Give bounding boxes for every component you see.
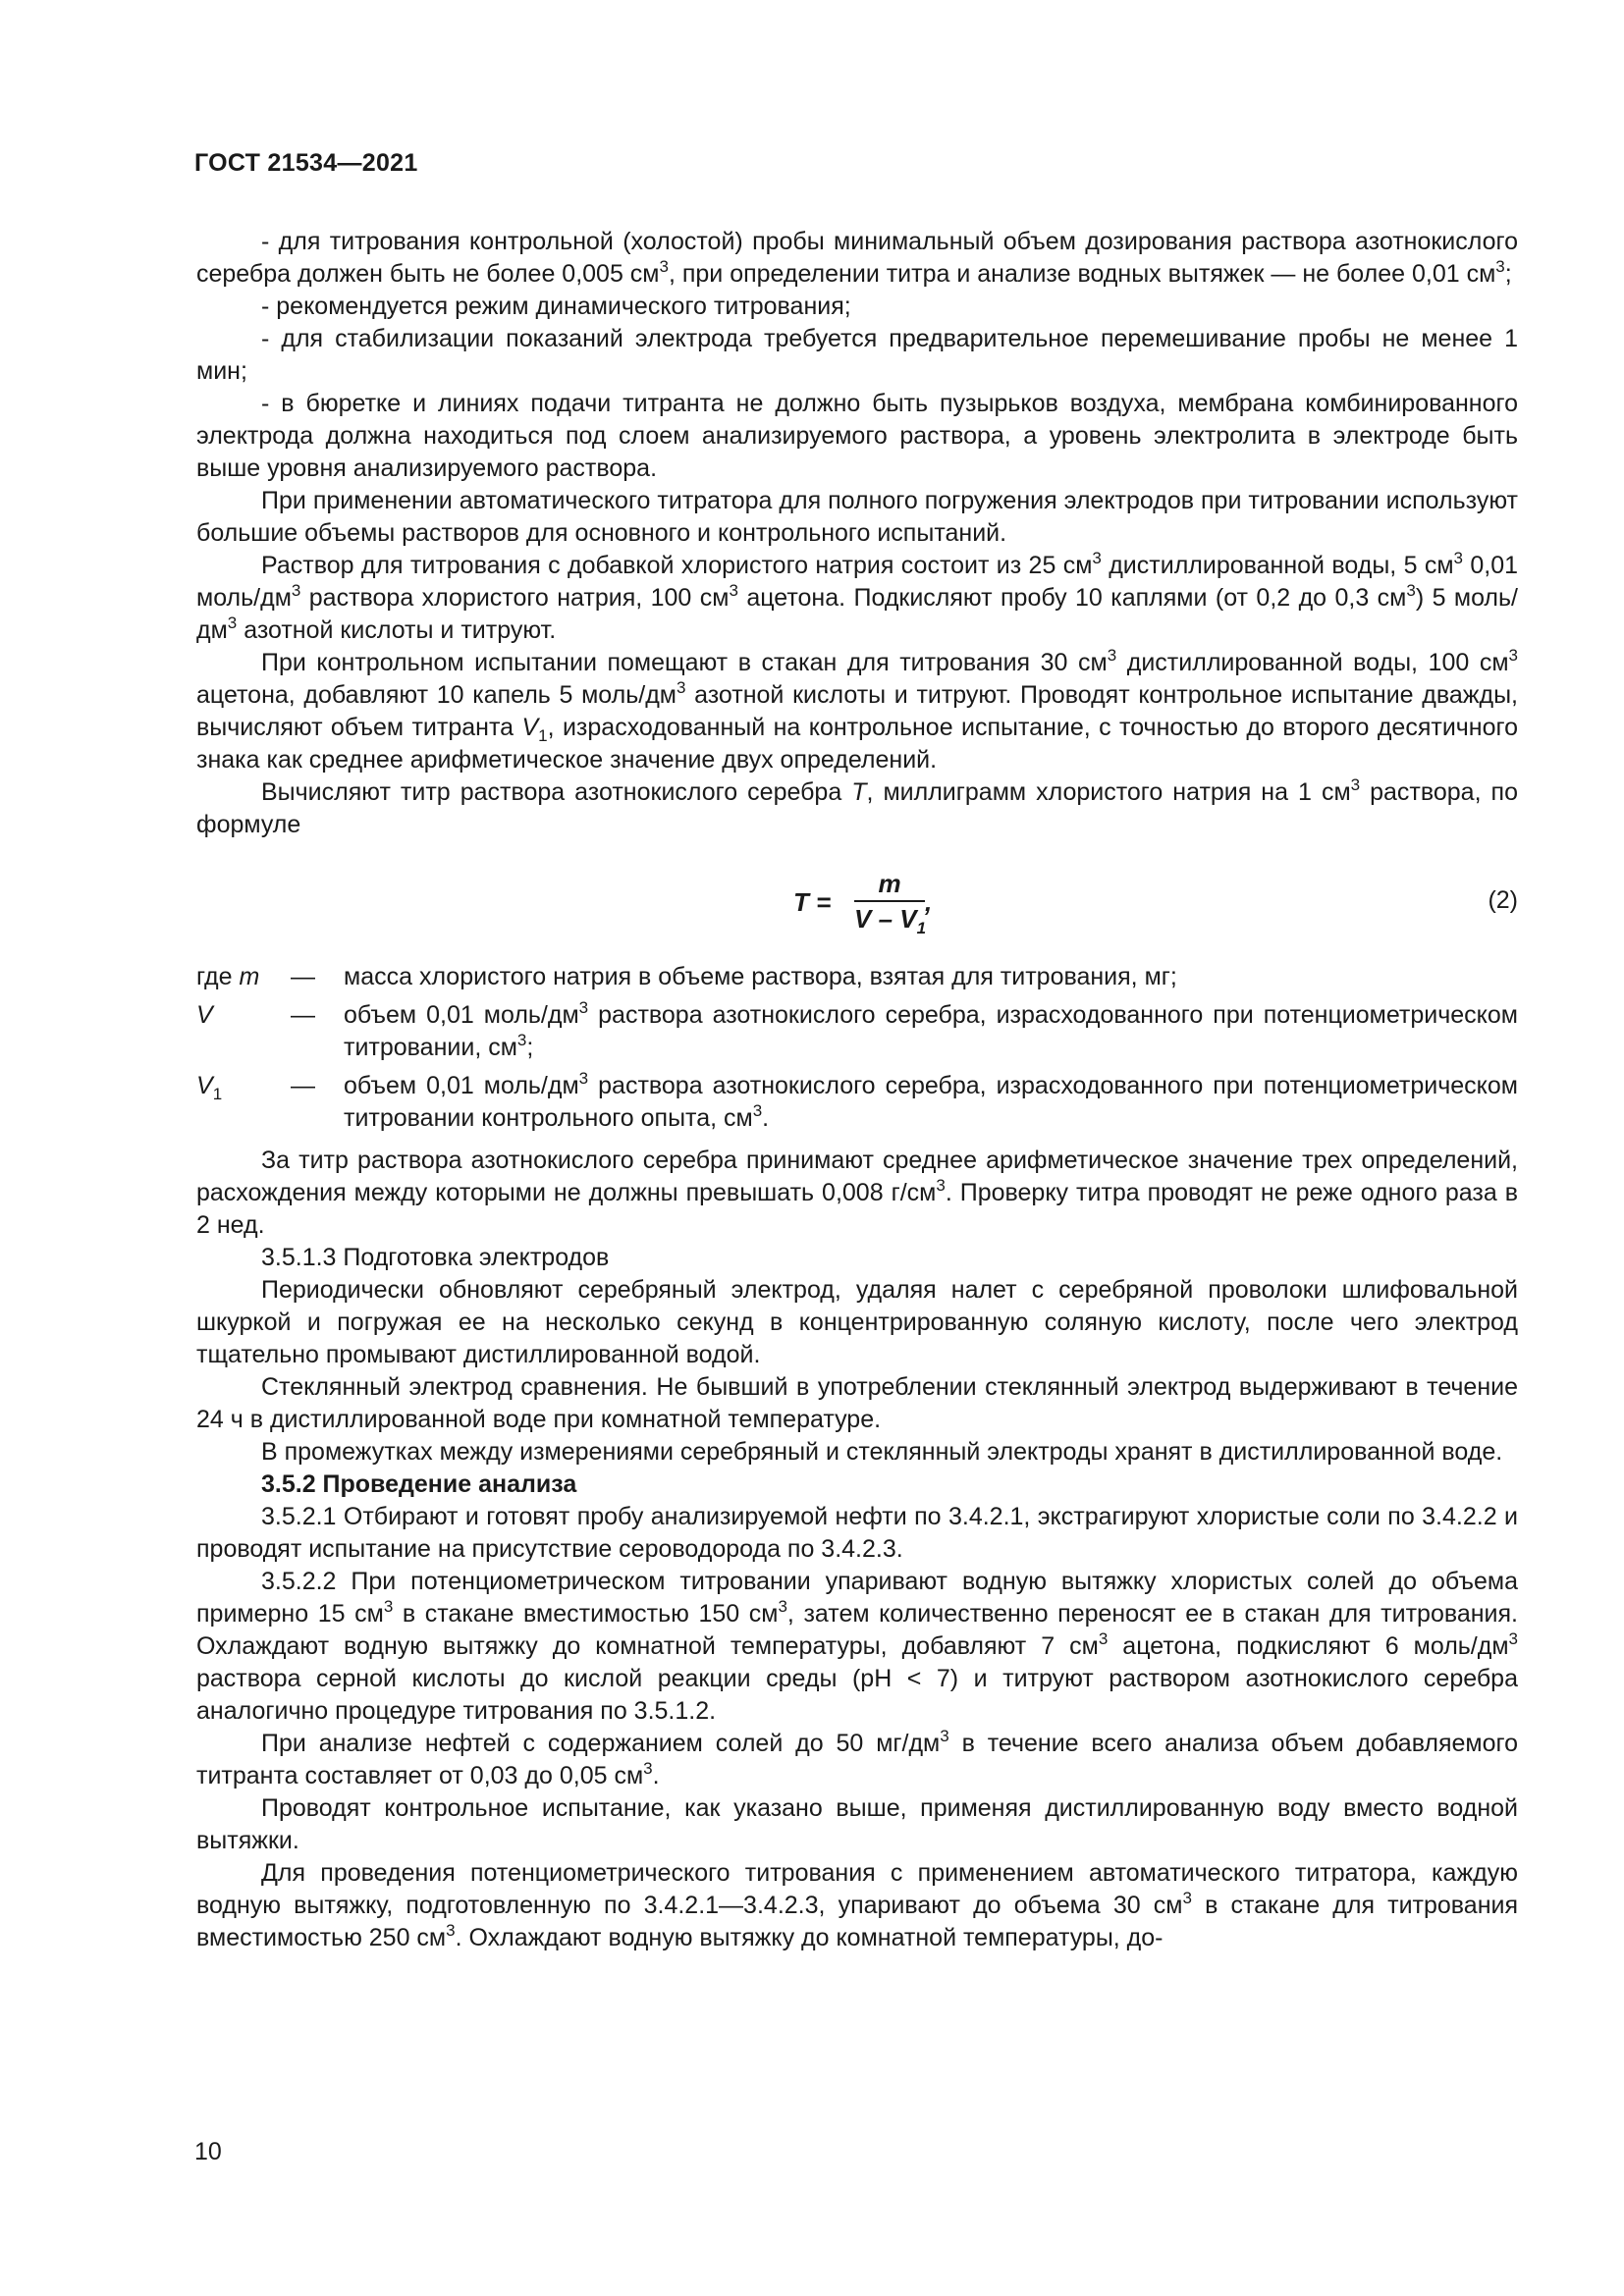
paragraph: При применении автоматического титратора для полного погружения электродов при титровании используют большие объемы растворов для основного и контрольного испытаний. — [196, 487, 1518, 547]
paragraph: - рекомендуется режим динамического титрования; — [261, 293, 851, 320]
paragraph: Для проведения потенциометрического титрования с применением автоматического титратора, каждую водную вытяжку, подготовленную по 3.4.2.1—3.4.2.3, упаривают до объема 30 $см^3$ в стакане для титрования вместимостью 250 $см^3$. Охлаждают водную вытяжку до комнатной температуры, до- — [196, 1859, 1518, 1951]
where-definition: объем 0,01 моль/$дм^3$ раствора азотнокислого серебра, израсходованного при потенциометрическом титровании контрольного опыта, $см^3$. — [344, 1069, 1518, 1132]
paragraph: За титр раствора азотнокислого серебра принимают среднее арифметическое значение трех определений, расхождения между которыми не должны превышать 0,008 $г/см^3$. Проверку титра проводят не реже одного раза в 2 нед. — [196, 1147, 1518, 1239]
paragraph: - в бюретке и линиях подачи титранта не должно быть пузырьков воздуха, мембрана комбинированного электрода должна находиться под слоем анализируемого раствора, а уровень электролита в электроде быть выше уровня анализируемого раствора. — [196, 390, 1518, 482]
formula-numerator: m — [878, 869, 901, 898]
where-item: V — объем 0,01 моль/$дм^3$ раствора азотнокислого серебра, израсходованного при потенциометрическом титровании, $см^3$; — [196, 999, 1518, 1064]
where-symbol: где m — [196, 963, 260, 990]
where-symbol: $V_1$ — [196, 1072, 223, 1103]
where-list — [196, 961, 1518, 1135]
subsection-heading: 3.5.1.3 Подготовка электродов — [261, 1244, 610, 1271]
paragraph: - для стабилизации показаний электрода требуется предварительное перемешивание пробы не менее 1 мин; — [196, 325, 1518, 385]
formula-fraction — [854, 869, 927, 937]
paragraph: Стеклянный электрод сравнения. Не бывший в употреблении стеклянный электрод выдерживают в течение 24 ч в дистиллированной воде при комнатной температуре. — [196, 1373, 1518, 1433]
paragraph: 3.5.2.2 При потенциометрическом титровании упаривают водную вытяжку хлористых солей до объема примерно 15 $см^3$ в стакане вместимостью 150 $см^3$, затем количественно переносят ее в стакан для титрования. Охлаждают водную вытяжку до комнатной температуры, добавляют 7 $см^3$ ацетона, подкисляют 6 моль/$дм^3$ раствора серной кислоты до кислой реакции среды (рН < 7) и титруют раствором азотнокислого серебра аналогично процедуре титрования по 3.5.1.2. — [196, 1568, 1519, 1725]
paragraph: Проводят контрольное испытание, как указано выше, применяя дистиллированную воду вместо водной вытяжки. — [196, 1794, 1518, 1854]
formula-block: T = m V – $V_1$ , (2) — [793, 869, 1518, 937]
paragraph: - для титрования контрольной (холостой) пробы минимальный объем дозирования раствора азотнокислого серебра должен быть не более 0,005 $см^3$, при определении титра и анализе водных вытяжек — не более 0,01 $см^3$; — [196, 228, 1518, 288]
page-number: 10 — [194, 2138, 222, 2165]
fraction-bar — [854, 900, 925, 902]
paragraph: В промежутках между измерениями серебряный и стеклянный электроды хранят в дистиллированной воде. — [261, 1438, 1503, 1466]
formula-lhs: T = — [793, 887, 832, 917]
paragraph: Периодически обновляют серебряный электрод, удаляя налет с серебряной проволоки шлифовальной шкуркой и погружая ее на несколько секунд в концентрированную соляную кислоту, после чего электрод тщательно промывают дистиллированной водой. — [196, 1276, 1518, 1368]
paragraph: Вычисляют титр раствора азотнокислого серебра T, миллиграмм хлористого натрия на 1 $см^3$ раствора, по формуле — [196, 775, 1518, 838]
paragraph: Раствор для титрования с добавкой хлористого натрия состоит из 25 $см^3$ дистиллированной воды, 5 $см^3$ 0,01 моль/$дм^3$ раствора хлористого натрия, 100 $см^3$ ацетона. Подкисляют пробу 10 каплями (от 0,2 до 0,3 $см^3$) 5 моль/$дм^3$ азотной кислоты и титруют. — [196, 549, 1519, 644]
where-item: где m — масса хлористого натрия в объеме раствора, взятая для титрования, мг; — [196, 961, 1518, 993]
document-body — [196, 226, 1518, 1954]
where-item: $V_1$ — объем 0,01 моль/$дм^3$ раствора азотнокислого серебра, израсходованного при потенциометрическом титровании контрольного опыта, $см^3$. — [196, 1070, 1518, 1135]
paragraph: 3.5.2.1 Отбирают и готовят пробу анализируемой нефти по 3.4.2.1, экстрагируют хлористые соли по 3.4.2.2 и проводят испытание на присутствие сероводорода по 3.4.2.3. — [196, 1503, 1518, 1563]
where-definition: масса хлористого натрия в объеме раствора, взятая для титрования, мг; — [344, 963, 1177, 990]
where-definition: объем 0,01 моль/$дм^3$ раствора азотнокислого серебра, израсходованного при потенциометрическом титровании, $см^3$; — [344, 998, 1518, 1061]
formula-denominator: V – $V_1$ — [854, 904, 927, 937]
document-code-header: ГОСТ 21534—2021 — [194, 149, 418, 177]
equation-number: (2) — [1488, 886, 1518, 914]
where-symbol: V — [196, 1001, 213, 1029]
section-heading: 3.5.2 Проведение анализа — [261, 1470, 577, 1498]
paragraph: При анализе нефтей с содержанием солей до 50 $мг/дм^3$ в течение всего анализа объем добавляемого титранта составляет от 0,03 до 0,05 $см^3$. — [196, 1727, 1518, 1789]
paragraph: При контрольном испытании помещают в стакан для титрования 30 $см^3$ дистиллированной воды, 100 $см^3$ ацетона, добавляют 10 капель 5 моль/$дм^3$ азотной кислоты и титруют. Проводят контрольное испытание дважды, вычисляют объем титранта $V_1$, израсходованный на контрольное испытание, с точностью до второго десятичного знака как среднее арифметическое значение двух определений. — [196, 646, 1519, 774]
